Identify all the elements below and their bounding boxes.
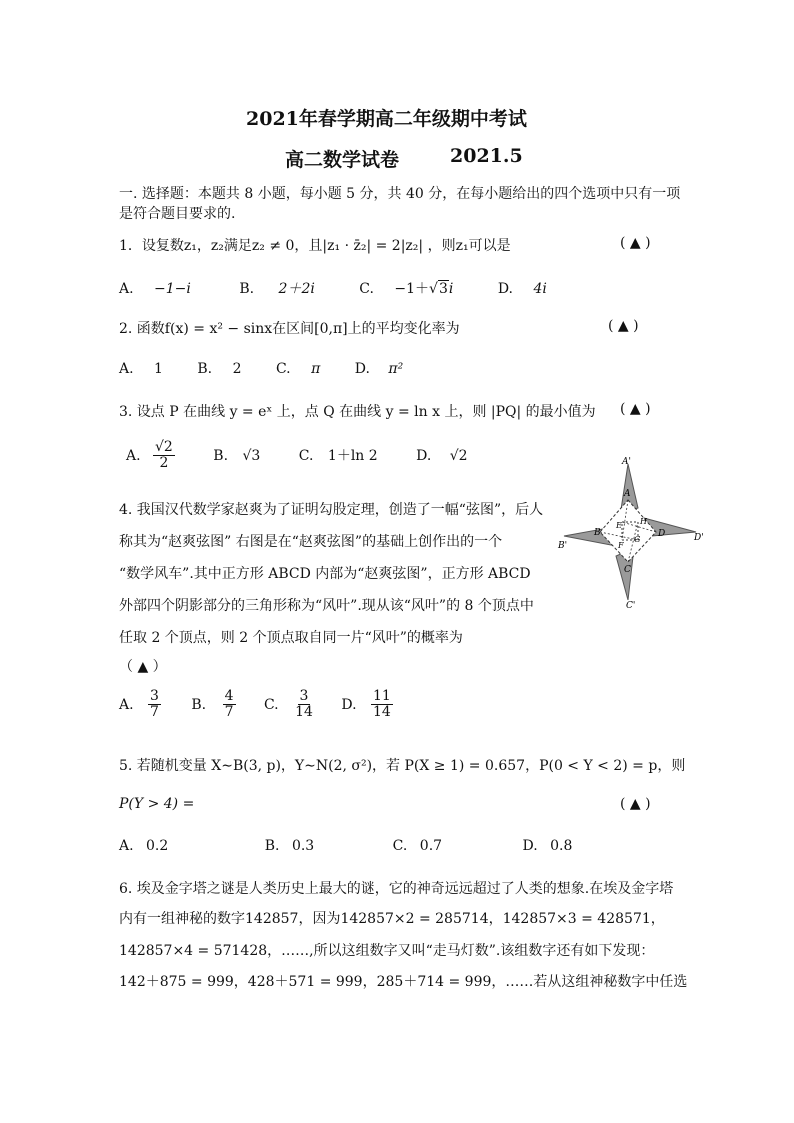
q2-option-b-label: B. [197,361,213,377]
q1-option-c-part2: i [448,281,454,297]
paper-date: 2021.5 [450,145,523,167]
q1-answer-mark: ( ▲ ) [620,235,651,251]
q2-options [119,361,403,377]
q4-option-b-den: 7 [224,704,234,721]
label-h: H [640,517,647,526]
q5-answer-mark: ( ▲ ) [620,796,651,812]
q4-line4: 外部四个阴影部分的三角形称为“风叶”.现从该“风叶”的 8 个顶点中 [119,598,534,614]
q4-option-c-num: 3 [299,688,309,704]
exam-title: 2021年春学期高二年级期中考试 [246,108,527,130]
q4-option-a [148,689,161,721]
q6-line1: 6. 埃及金字塔之谜是人类历史上最大的谜，它的神奇远远超过了人类的想象.在埃及金字塔 [119,881,674,897]
label-d: D [658,529,666,539]
paper-subtitle: 高二数学试卷 [285,149,400,171]
q4-option-d-num: 11 [373,688,391,704]
q4-line3: “数学风车”.其中正方形 ABCD 内部为“赵爽弦图”，正方形 ABCD [119,566,531,582]
q6-line2: 内有一组神秘的数字142857，因为142857×2 = 285714，142857×3 = 428571， [119,911,665,927]
q3-options [126,440,468,472]
label-c-prime: C' [626,601,636,610]
q2-option-d-label: D. [354,361,370,377]
q5-option-c: 0.7 [419,838,443,854]
q1-option-c: −1＋√3i [394,281,454,297]
q4-option-b [223,689,236,721]
q4-option-c-den: 14 [295,704,313,721]
q4-option-d-den: 14 [373,704,391,721]
q1-option-c-label: C. [359,281,374,297]
label-f: F [618,541,624,550]
q1-option-c-radicand: 3 [438,281,448,297]
q1-option-b-label: B. [239,281,255,297]
q1-option-c-part1: −1＋ [394,281,430,297]
q4-option-a-label: A. [119,696,134,713]
label-g: G [634,535,641,544]
q2-option-a: 1 [154,361,163,377]
q1-option-d-label: D. [497,281,514,297]
q3-option-b: √3 [242,447,261,464]
q4-line2: 称其为“赵爽弦图” 右图是在“赵爽弦图”的基础上创作出的一个 [119,534,503,550]
q5-line1: 5. 若随机变量 X∼B(3, p)，Y∼N(2, σ²)，若 P(X ≥ 1) = 0.657，P(0 < Y < 2) = p，则 [119,758,686,774]
q5-options [119,838,572,854]
q1-option-d: 4i [533,281,547,297]
q4-option-c [293,689,315,721]
q2-answer-mark: ( ▲ ) [608,318,639,334]
q2-option-d: π² [388,361,404,377]
q4-option-b-num: 4 [224,688,234,704]
q2-option-c: π [311,361,321,377]
q4-options [119,689,393,721]
label-b: B [594,528,601,538]
q1-stem: 1．设复数z₁，z₂满足z₂ ≠ 0，且|z₁ · z̄₂| = 2|z₂| ，则z₁可以是 [119,238,511,254]
q5-option-c-label: C. [392,838,408,854]
q1-option-a-label: A. [119,281,134,297]
label-a-prime: A' [622,457,631,467]
q3-option-a [153,440,175,472]
q3-option-d-label: D. [416,447,432,464]
pinwheel-figure [556,452,708,610]
q2-option-c-label: C. [275,361,291,377]
label-e: E [616,521,622,530]
q4-option-a-num: 3 [150,688,159,704]
q5-option-d-label: D. [522,838,538,854]
q4-option-d-label: D. [341,696,357,713]
q3-option-c-label: C. [298,447,314,464]
label-b-prime: B' [558,541,568,551]
q4-option-a-den: 7 [150,704,159,721]
q4-line5: 任取 2 个顶点，则 2 个顶点取自同一片“风叶”的概率为 [119,630,463,646]
section-intro-line1: 一. 选择题：本题共 8 小题，每小题 5 分，共 40 分，在每小题给出的四个选项中只有一项 [119,186,681,202]
q2-stem: 2. 函数f(x) = x² − sinx在区间[0,π]上的平均变化率为 [119,321,460,337]
q3-option-d: √2 [449,447,468,464]
q4-line1: 4. 我国汉代数学家赵爽为了证明勾股定理，创造了一幅“弦图”，后人 [119,502,544,518]
q4-option-c-label: C. [263,696,279,713]
q3-option-b-label: B. [213,447,229,464]
q3-stem: 3. 设点 P 在曲线 y = eˣ 上，点 Q 在曲线 y = ln x 上，则 |PQ| 的最小值为 [119,404,596,420]
q2-option-b: 2 [232,361,242,377]
q1-option-b: 2＋2i [278,281,315,297]
q5-option-b-label: B. [264,838,280,854]
q1-option-a: −1−i [154,281,191,297]
label-a: A [624,489,631,499]
q2-option-a-label: A. [119,361,134,377]
square-abcd [600,500,656,562]
section-intro-line2: 是符合题目要求的. [119,206,236,222]
label-d-prime: D' [694,533,704,543]
q3-option-c: 1＋ln 2 [327,447,378,464]
q3-option-a-label: A. [126,447,141,464]
q5-option-a: 0.2 [146,838,169,854]
q5-option-d: 0.8 [550,838,573,854]
q1-options [119,278,547,298]
q4-option-d [371,689,393,721]
q3-answer-mark: ( ▲ ) [620,401,651,417]
q6-line3: 142857×4 = 571428，……,所以这组数字又叫“走马灯数”.该组数字还有如下发现： [119,943,655,959]
q3-option-a-num: √2 [155,439,173,455]
q3-option-a-den: 2 [159,455,169,472]
q5-line2: P(Y > 4) = [119,796,195,812]
label-c: C [624,565,631,575]
q4-answer-mark: （ ▲ ） [119,659,167,675]
q6-line4: 142＋875 = 999，428＋571 = 999，285＋714 = 999，……若从这组神秘数字中任选 [119,974,688,990]
q5-option-b: 0.3 [291,838,315,854]
q4-option-b-label: B. [191,696,207,713]
q5-option-a-label: A. [119,838,134,854]
